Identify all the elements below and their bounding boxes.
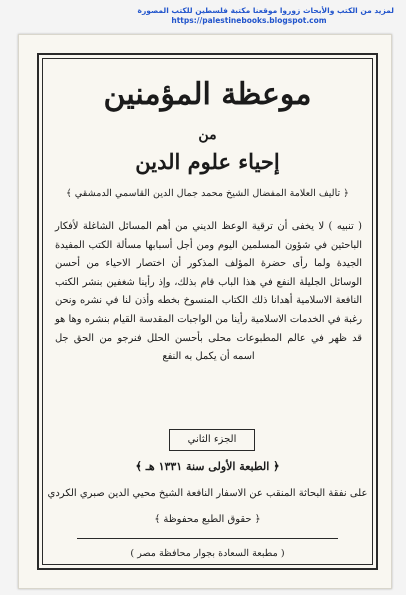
watermark-text: [104, 6, 394, 26]
volume-label: الجزء الثاني: [169, 429, 255, 451]
rights-line: ﴿ حقوق الطبع محفوظة ﴾: [154, 514, 261, 525]
funding-line: على نفقة البحاثة المنقب عن الاسفار النافعة الشيخ محيي الدين صبري الكردي: [47, 488, 368, 499]
notice-text: ( تنبيه ) لا يخفى أن ترقية الوعظ الديني من أهم المسائل الشاغلة لأفكار الباحثين في شؤون المسلمين اليوم ومن أجل أسبابها مسألة الكتب المفيدة الجيدة ولما رأى حضرة المؤلف المذكور أن اختصار الاحياء من أحسن الوسائل الجليلة النفع في هذا الباب قام بذلك، وإذ رأينا شغفين بنشر الكتب النافعة الاسلامية أهدانا ذلك الكتاب المنسوخ بخطه وأذن لنا في نشره ونحن رغبة في الخدمات الاسلامية رأينا من الواجبات المقدسة القيام بنشره وها هو قد ظهر في عالم المطبوعات محلى بأحسن الحلل فنرجو من الحق جل اسمه أن يكمل به النفع: [55, 221, 362, 363]
decorative-border: [37, 53, 378, 570]
watermark-url[interactable]: https://palestinebooks.blogspot.com: [171, 16, 327, 25]
notice-paragraph: [55, 218, 362, 367]
divider: [77, 538, 338, 539]
edition-line: ﴿ الطبعة الأولى سنة ١٣٣١ هـ ﴾: [135, 460, 280, 473]
book-title: موعظة المؤمنين: [103, 77, 312, 112]
author-line: ﴿ تأليف العلامة المفضال الشيخ محمد جمال الدين القاسمي الدمشقي ﴾: [66, 188, 349, 199]
from-label: من: [198, 127, 217, 143]
scanned-page: [18, 34, 392, 589]
book-subtitle: إحياء علوم الدين: [135, 149, 280, 174]
watermark-line: لمزيد من الكتب والأبحاث زوروا موقعنا مكتبة فلسطين للكتب المصورة: [137, 6, 394, 15]
printer-line: ( مطبعة السعادة بجوار محافظة مصر ): [130, 548, 285, 559]
